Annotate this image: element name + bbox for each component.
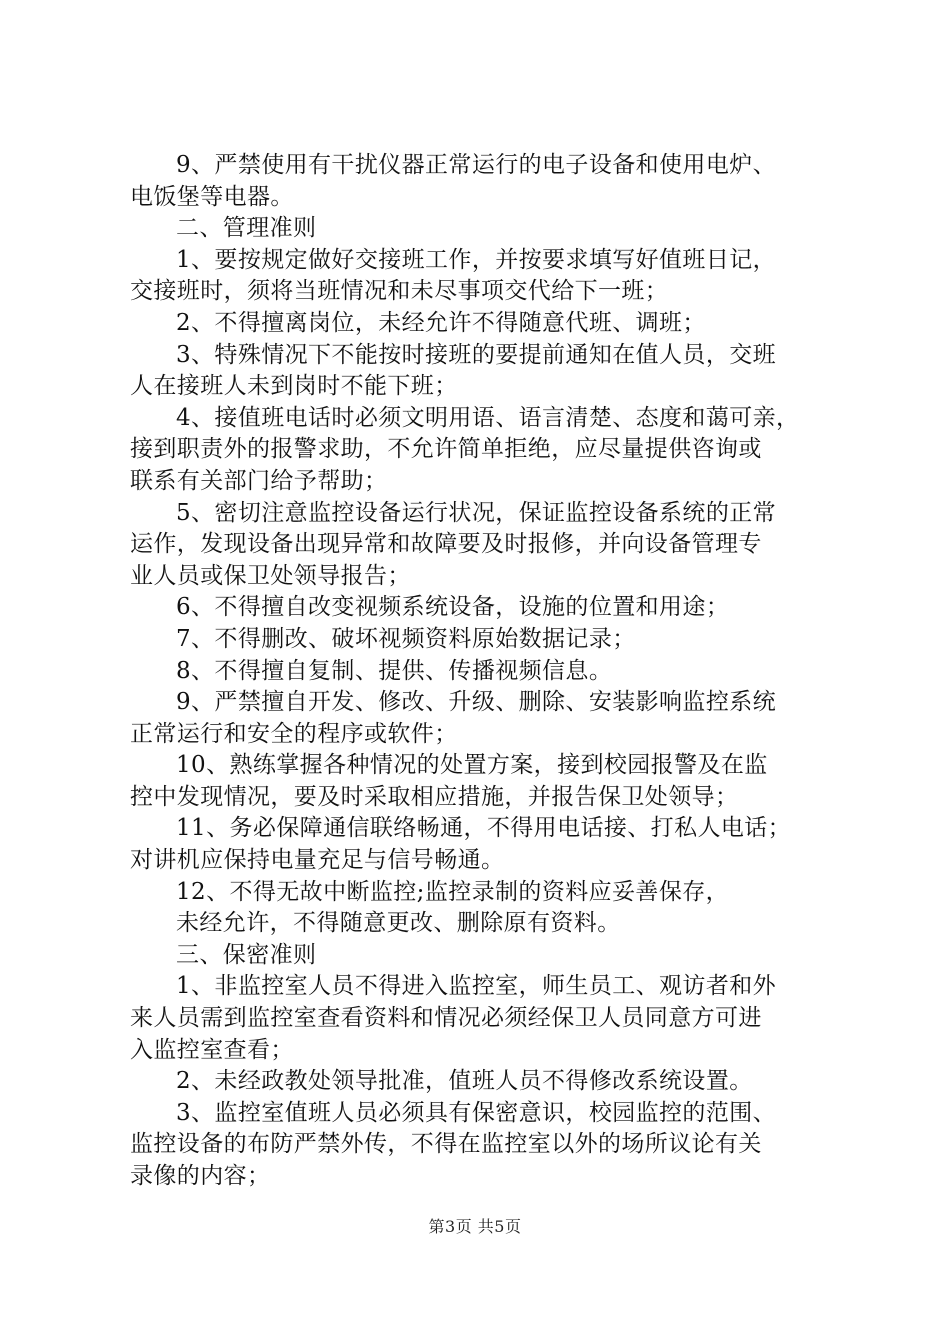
text-line: 9、严禁擅自开发、修改、升级、删除、安装影响监控系统	[176, 689, 777, 716]
text-line: 二、管理准则	[176, 215, 317, 242]
text-line: 电饭堡等电器。	[130, 183, 294, 210]
text-line: 11、务必保障通信联络畅通，不得用电话接、打私人电话；	[176, 815, 792, 842]
text-line: 入监控室查看；	[130, 1036, 294, 1063]
document-body	[130, 150, 830, 1193]
text-line: 6、不得擅自改变视频系统设备，设施的位置和用途；	[176, 594, 730, 621]
text-line: 联系有关部门给予帮助；	[130, 467, 388, 494]
text-line: 三、保密准则	[176, 941, 317, 968]
text-line: 8、不得擅自复制、提供、传播视频信息。	[176, 657, 613, 684]
text-line: 接到职责外的报警求助，不允许简单拒绝，应尽量提供咨询或	[130, 436, 762, 463]
text-line: 2、不得擅离岗位，未经允许不得随意代班、调班；	[176, 309, 706, 336]
text-line: 业人员或保卫处领导报告；	[130, 562, 411, 589]
text-line: 3、监控室值班人员必须具有保密意识，校园监控的范围、	[176, 1099, 777, 1126]
text-line: 正常运行和安全的程序或软件；	[130, 720, 458, 747]
text-line: 未经允许，不得随意更改、删除原有资料。	[176, 910, 621, 937]
text-line: 2、未经政教处领导批准，值班人员不得修改系统设置。	[176, 1068, 753, 1095]
text-line: 监控设备的布防严禁外传，不得在监控室以外的场所议论有关	[130, 1131, 762, 1158]
text-line: 1、非监控室人员不得进入监控室，师生员工、观访者和外	[176, 973, 777, 1000]
text-line: 4、接值班电话时必须文明用语、语言清楚、态度和蔼可亲，	[176, 404, 800, 431]
text-line: 录像的内容；	[130, 1163, 271, 1189]
text-line: 对讲机应保持电量充足与信号畅通。	[130, 847, 505, 874]
text-line: 交接班时，须将当班情况和未尽事项交代给下一班；	[130, 278, 669, 305]
text-line: 3、特殊情况下不能按时接班的要提前通知在值人员，交班	[176, 341, 777, 368]
text-line: 控中发现情况，要及时采取相应措施，并报告保卫处领导；	[130, 783, 739, 810]
text-line: 12、不得无故中断监控;监控录制的资料应妥善保存，	[176, 878, 730, 905]
text-line: 5、密切注意监控设备运行状况，保证监控设备系统的正常	[176, 499, 777, 526]
text-line: 人在接班人未到岗时不能下班；	[130, 373, 458, 400]
page-footer: 第3页 共5页	[428, 1217, 522, 1236]
text-line: 7、不得删改、破坏视频资料原始数据记录；	[176, 625, 636, 652]
text-line: 来人员需到监控室查看资料和情况必须经保卫人员同意方可进	[130, 1005, 762, 1032]
text-line: 1、要按规定做好交接班工作，并按要求填写好值班日记，	[176, 246, 777, 273]
text-line: 10、熟练掌握各种情况的处置方案，接到校园报警及在监	[176, 752, 768, 779]
text-line: 9、严禁使用有干扰仪器正常运行的电子设备和使用电炉、	[176, 152, 777, 178]
text-line: 运作，发现设备出现异常和故障要及时报修，并向设备管理专	[130, 531, 762, 558]
